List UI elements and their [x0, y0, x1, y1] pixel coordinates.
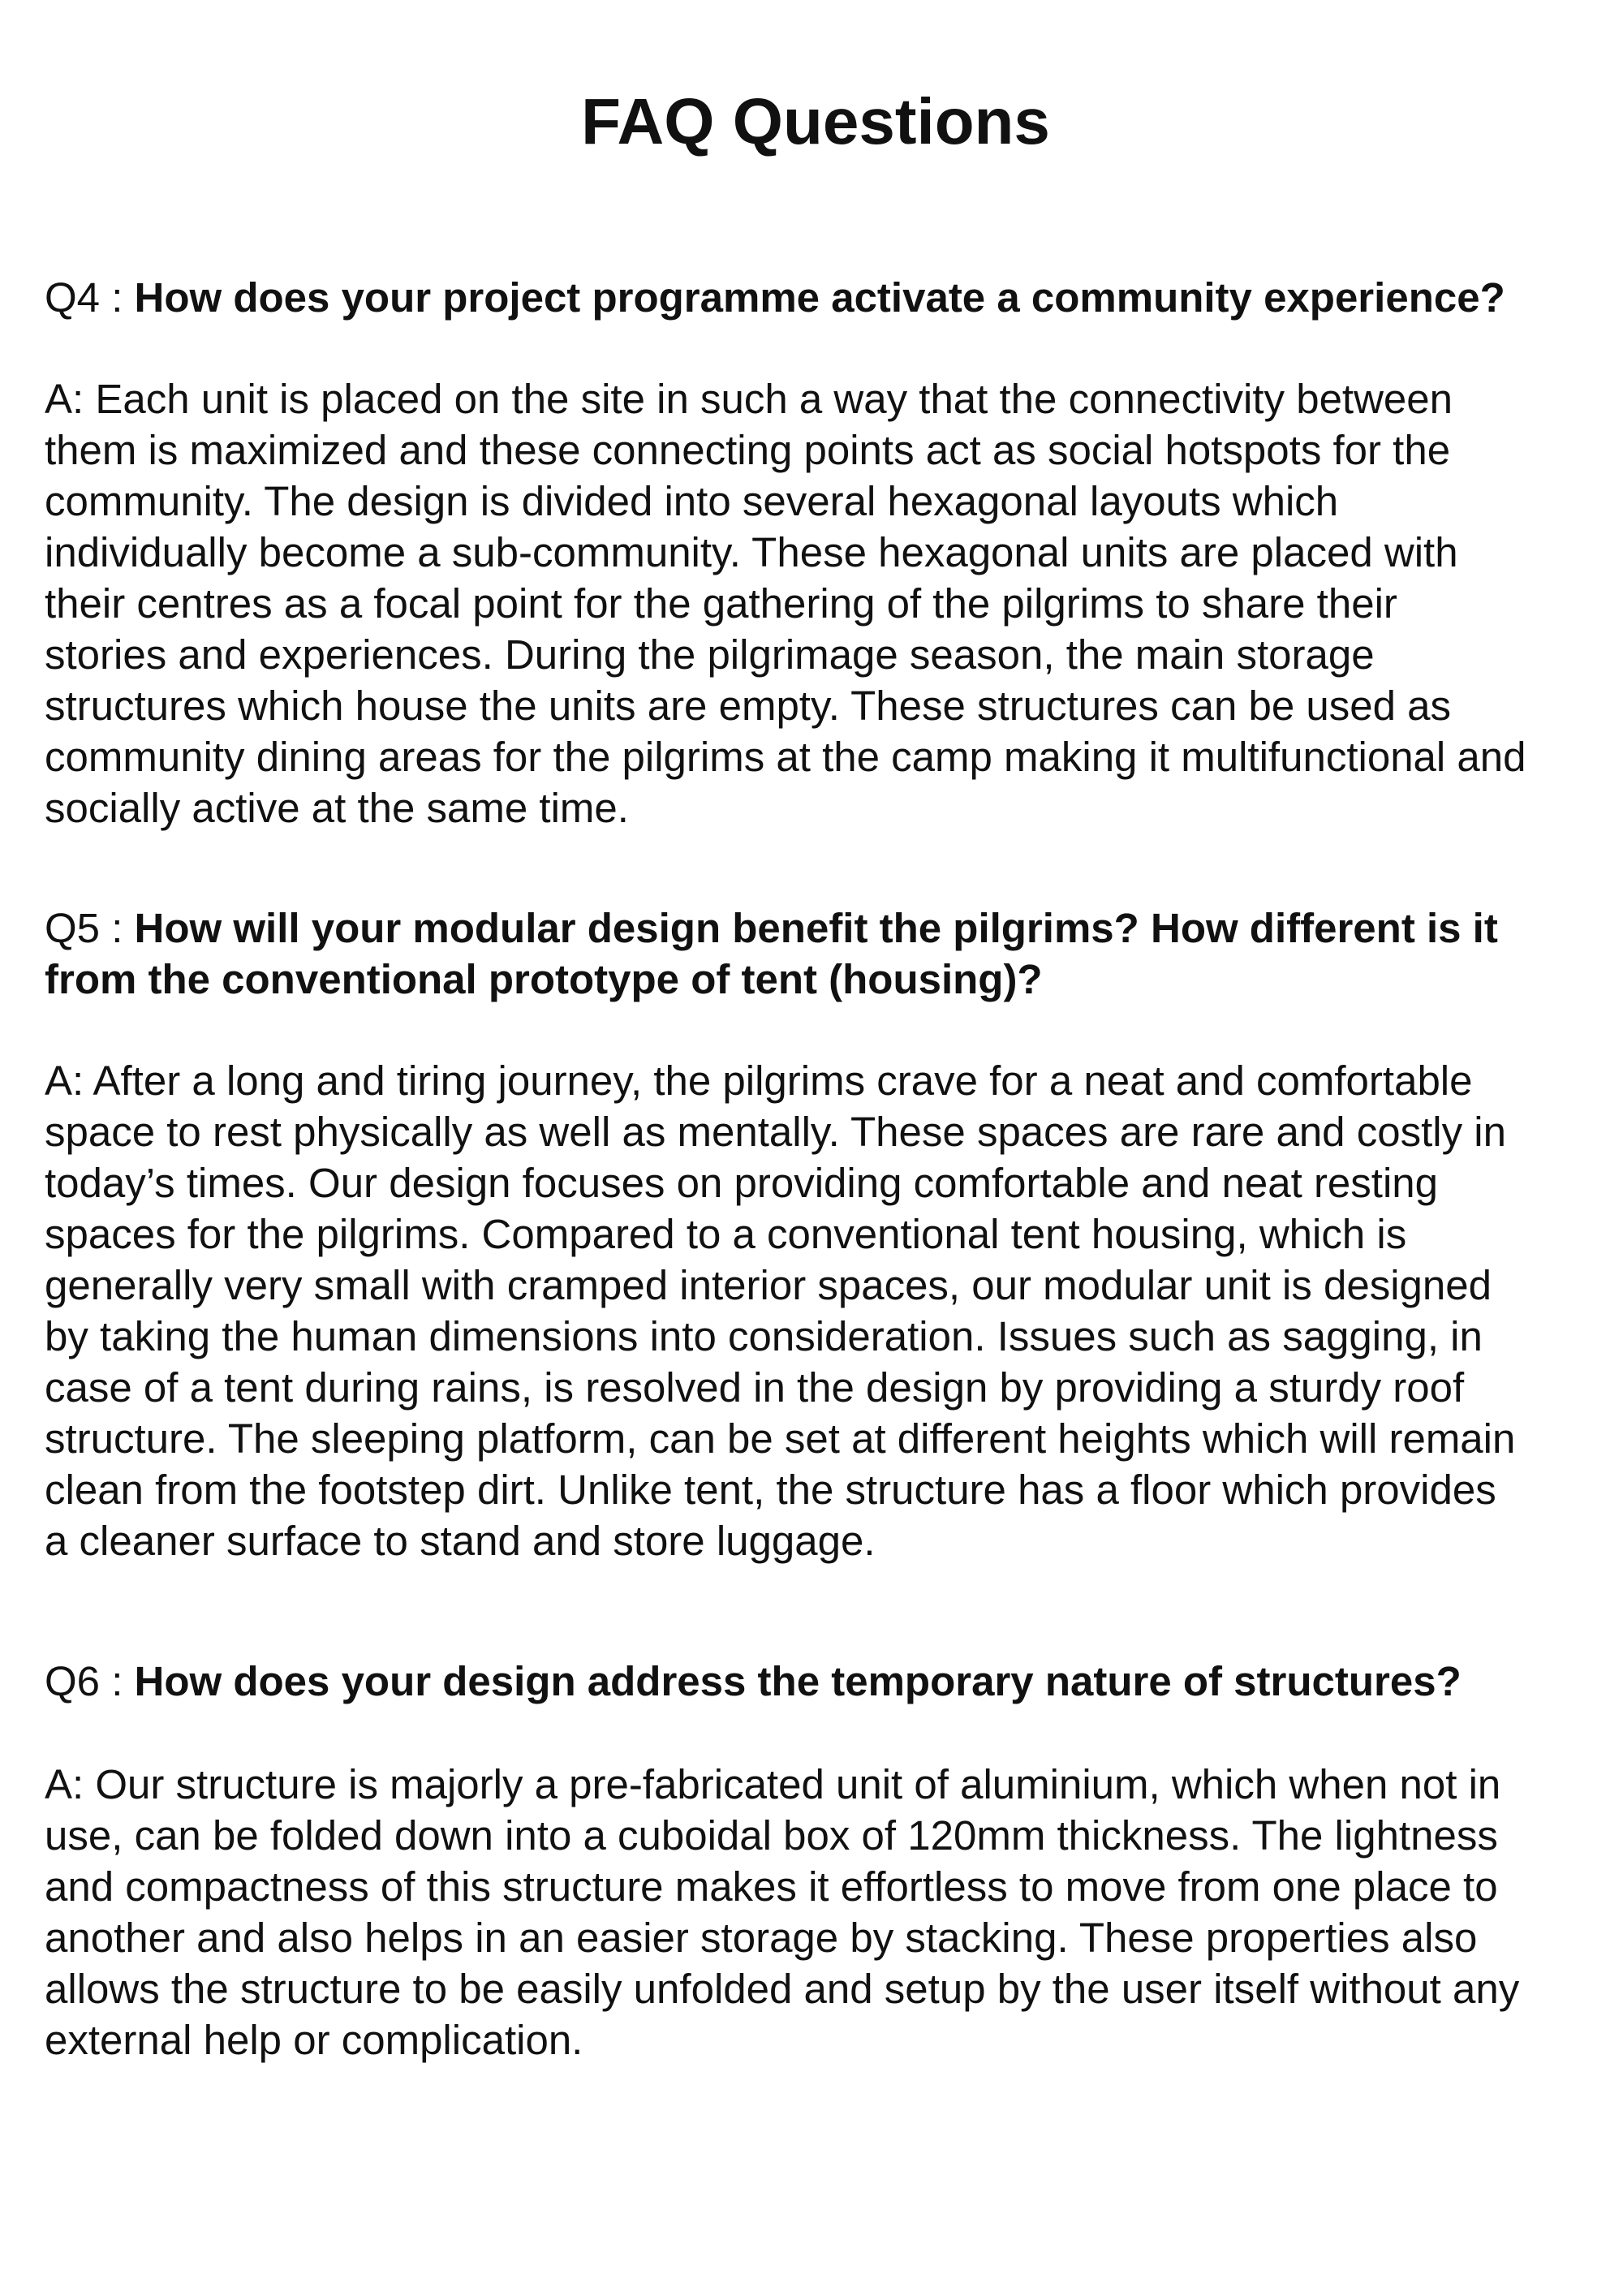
answer-line: spaces for the pilgrims. Compared to a conventional tent housing, which is: [45, 1211, 1407, 1257]
question-q6: [45, 1656, 1586, 1707]
answer-line: structures which house the units are empty. These structures can be used as: [45, 683, 1452, 729]
question-text: How does your design address the temporary nature of structures?: [134, 1658, 1462, 1704]
answer-line: structure. The sleeping platform, can be set at different heights which will remain: [45, 1415, 1516, 1462]
answer-line: A: Each unit is placed on the site in such a way that the connectivity between: [45, 376, 1453, 422]
question-q4: [45, 272, 1586, 323]
answer-line: stories and experiences. During the pilgrimage season, the main storage: [45, 631, 1375, 678]
answer-line: case of a tent during rains, is resolved in the design by providing a sturdy roof: [45, 1364, 1465, 1411]
answer-line: generally very small with cramped interior spaces, our modular unit is designed: [45, 1262, 1492, 1308]
question-line: [45, 902, 1586, 954]
answer-line: use, can be folded down into a cuboidal box of 120mm thickness. The lightness: [45, 1812, 1498, 1859]
question-text: How will your modular design benefit the pilgrims? How different is it: [134, 905, 1498, 951]
answer-line: a cleaner surface to stand and store luggage.: [45, 1518, 876, 1564]
answer-q5: [45, 1055, 1586, 1566]
question-q5: [45, 902, 1586, 1005]
answer-line: community dining areas for the pilgrims at the camp making it multifunctional and: [45, 734, 1526, 780]
answer-line: A: Our structure is majorly a pre-fabricated unit of aluminium, which when not in: [45, 1761, 1501, 1807]
answer-line: their centres as a focal point for the gathering of the pilgrims to share their: [45, 580, 1397, 627]
answer-line: space to rest physically as well as mentally. These spaces are rare and costly in: [45, 1109, 1506, 1155]
answer-line: and compactness of this structure makes it effortless to move from one place to: [45, 1863, 1498, 1910]
answer-line: A: After a long and tiring journey, the pilgrims crave for a neat and comfortable: [45, 1058, 1473, 1104]
answer-line: clean from the footstep dirt. Unlike tent, the structure has a floor which provides: [45, 1467, 1496, 1513]
question-number: Q6 :: [45, 1658, 135, 1704]
question-line: [45, 272, 1586, 323]
answer-line: another and also helps in an easier storage by stacking. These properties also: [45, 1915, 1478, 1961]
answer-line: allows the structure to be easily unfolded and setup by the user itself without any: [45, 1966, 1520, 2012]
answer-line: individually become a sub-community. These hexagonal units are placed with: [45, 529, 1458, 575]
answer-q6: [45, 1759, 1586, 2066]
answer-line: external help or complication.: [45, 2017, 583, 2063]
answer-line: by taking the human dimensions into consideration. Issues such as sagging, in: [45, 1313, 1483, 1359]
answer-q4: [45, 373, 1586, 834]
answer-line: them is maximized and these connecting points act as social hotspots for the: [45, 427, 1451, 473]
question-line: [45, 1656, 1586, 1707]
question-text: How does your project programme activate a community experience?: [134, 274, 1505, 321]
answer-line: today’s times. Our design focuses on providing comfortable and neat resting: [45, 1160, 1439, 1206]
question-number: Q4 :: [45, 274, 135, 321]
answer-line: socially active at the same time.: [45, 785, 629, 831]
answer-line: community. The design is divided into several hexagonal layouts which: [45, 478, 1339, 524]
question-number: Q5 :: [45, 905, 135, 951]
question-text: from the conventional prototype of tent (housing)?: [45, 956, 1043, 1002]
page-title: FAQ Questions: [581, 85, 1050, 157]
